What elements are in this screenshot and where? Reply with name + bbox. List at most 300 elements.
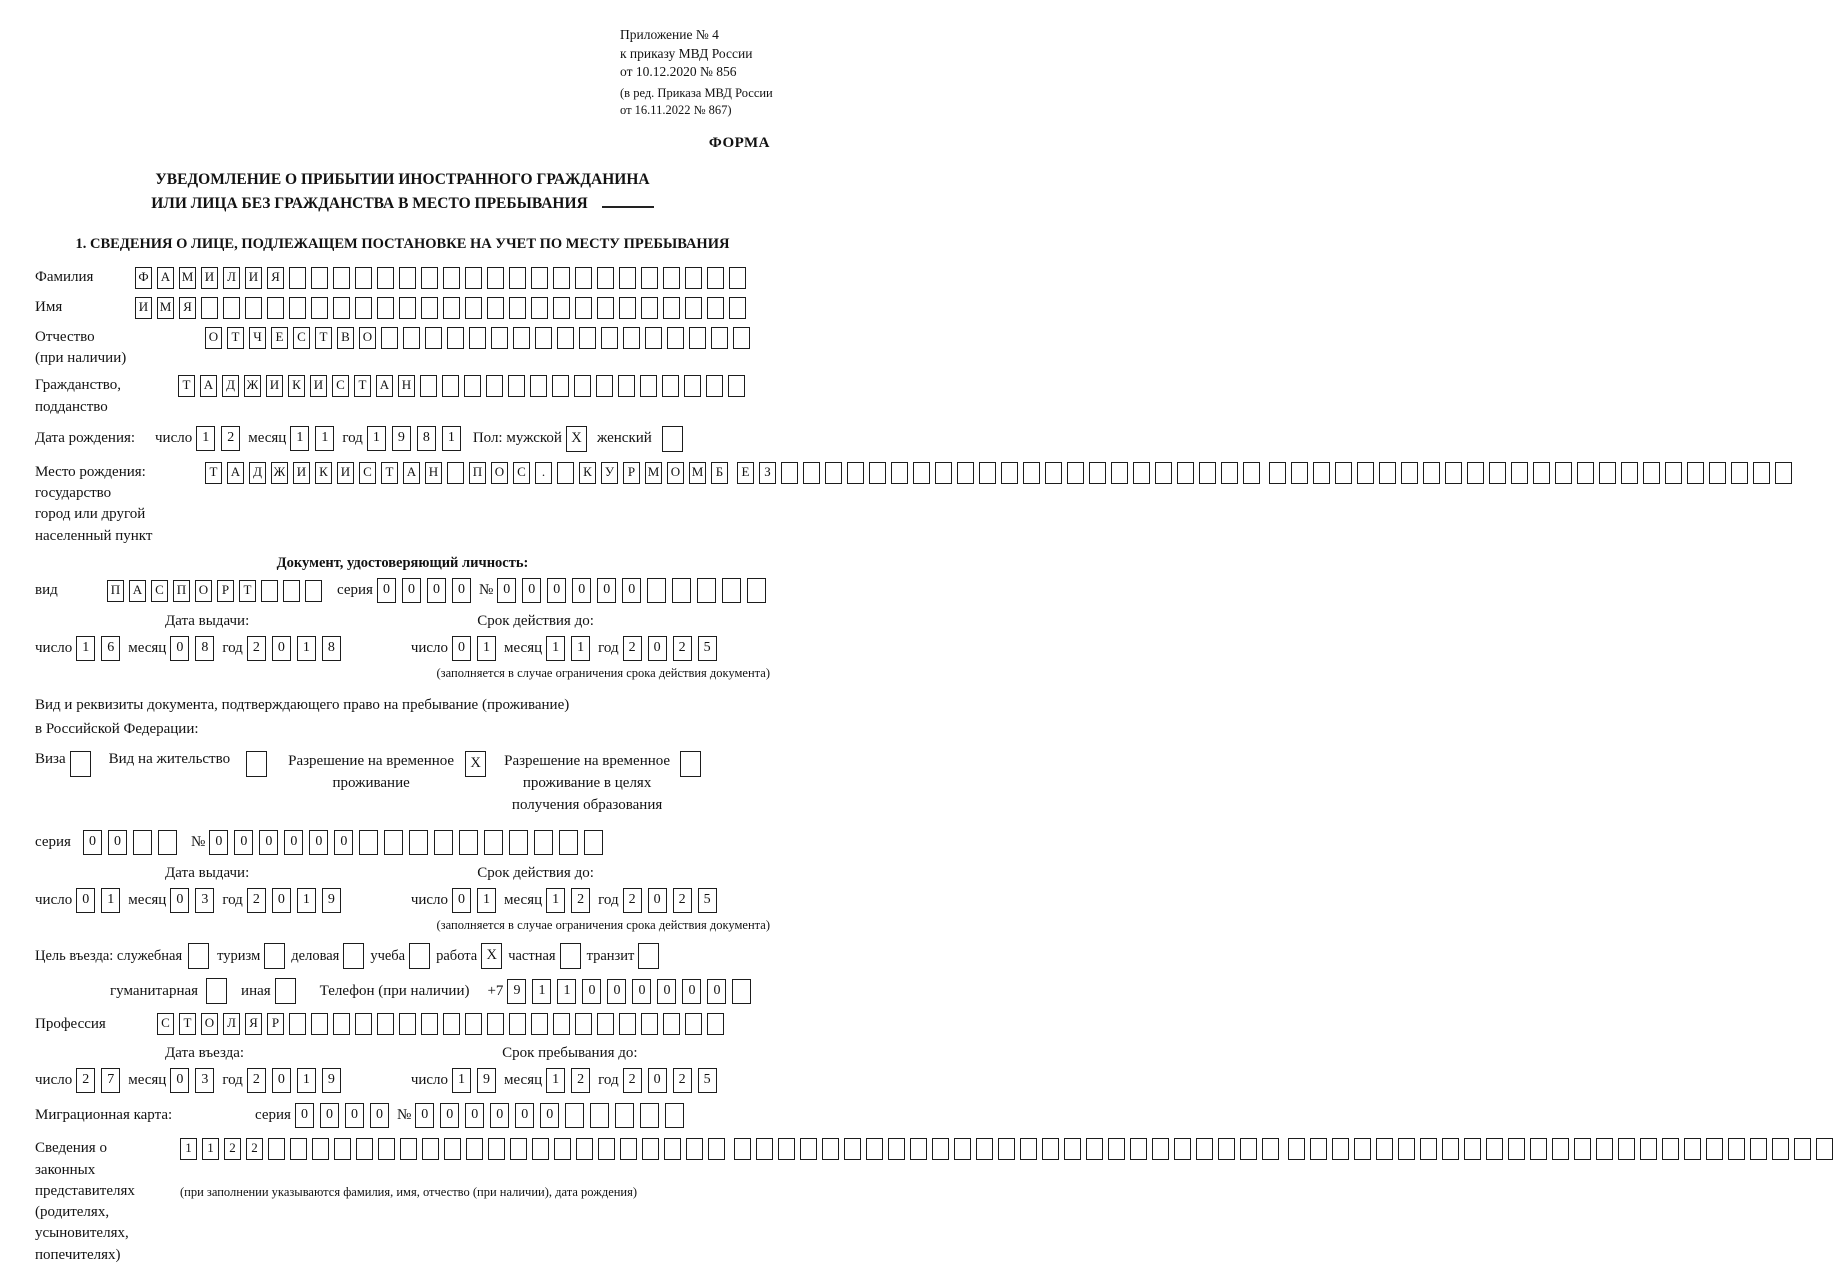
form-cell[interactable]: 2 [623,636,642,661]
form-cell[interactable]: 0 [522,578,541,603]
form-cell[interactable] [1335,462,1352,484]
form-cell[interactable]: 0 [170,1068,189,1093]
form-cell[interactable] [557,462,574,484]
form-cell[interactable]: 0 [440,1103,459,1128]
form-cell[interactable]: 9 [392,426,411,451]
form-cell[interactable] [532,1138,549,1160]
form-cell[interactable]: 0 [452,636,471,661]
form-cell[interactable] [1772,1138,1789,1160]
form-cell[interactable]: А [200,375,217,397]
form-cell[interactable] [1731,462,1748,484]
form-cell[interactable] [803,462,820,484]
form-cell[interactable] [641,267,658,289]
form-cell[interactable]: Е [737,462,754,484]
form-cell[interactable] [619,267,636,289]
form-cell[interactable] [708,1138,725,1160]
purpose-private-checkbox[interactable] [560,943,581,969]
form-cell[interactable]: И [310,375,327,397]
form-cell[interactable]: 1 [297,636,316,661]
form-cell[interactable] [1240,1138,1257,1160]
form-cell[interactable]: 0 [607,979,626,1004]
form-cell[interactable]: К [288,375,305,397]
form-cell[interactable] [1464,1138,1481,1160]
residence-permit-checkbox[interactable] [246,751,267,777]
form-cell[interactable] [1379,462,1396,484]
form-cell[interactable]: А [403,462,420,484]
form-cell[interactable] [1376,1138,1393,1160]
form-cell[interactable] [707,267,724,289]
form-cell[interactable] [697,578,716,603]
form-cell[interactable]: И [337,462,354,484]
form-cell[interactable]: Т [178,375,195,397]
form-cell[interactable] [509,1013,526,1035]
form-cell[interactable] [1177,462,1194,484]
form-cell[interactable]: 9 [477,1068,496,1093]
form-cell[interactable] [1621,462,1638,484]
form-cell[interactable] [465,267,482,289]
form-cell[interactable]: 0 [682,979,701,1004]
form-cell[interactable] [1684,1138,1701,1160]
form-cell[interactable] [689,327,706,349]
form-cell[interactable] [641,1013,658,1035]
form-cell[interactable] [800,1138,817,1160]
visa-checkbox[interactable] [70,751,91,777]
form-cell[interactable]: 1 [290,426,309,451]
form-cell[interactable] [443,1013,460,1035]
form-cell[interactable] [531,297,548,319]
form-cell[interactable]: 0 [108,830,127,855]
form-cell[interactable] [356,1138,373,1160]
form-cell[interactable]: 1 [571,636,590,661]
form-cell[interactable] [932,1138,949,1160]
form-cell[interactable] [1401,462,1418,484]
form-cell[interactable] [619,1013,636,1035]
form-cell[interactable] [781,462,798,484]
form-cell[interactable]: 8 [417,426,436,451]
form-cell[interactable] [557,327,574,349]
form-cell[interactable] [377,297,394,319]
form-cell[interactable] [747,578,766,603]
form-cell[interactable]: Л [223,1013,240,1035]
form-cell[interactable] [1596,1138,1613,1160]
form-cell[interactable] [1445,462,1462,484]
form-cell[interactable]: 2 [224,1138,241,1160]
form-cell[interactable] [444,1138,461,1160]
form-cell[interactable] [1775,462,1792,484]
form-cell[interactable] [334,1138,351,1160]
form-cell[interactable]: 1 [557,979,576,1004]
form-cell[interactable]: О [359,327,376,349]
form-cell[interactable] [1728,1138,1745,1160]
form-cell[interactable]: С [513,462,530,484]
form-cell[interactable] [1291,462,1308,484]
form-cell[interactable] [1709,462,1726,484]
form-cell[interactable]: 2 [623,888,642,913]
form-cell[interactable]: Я [267,267,284,289]
form-cell[interactable] [399,297,416,319]
form-cell[interactable] [355,1013,372,1035]
form-cell[interactable] [734,1138,751,1160]
form-cell[interactable] [443,297,460,319]
form-cell[interactable] [1332,1138,1349,1160]
form-cell[interactable] [377,267,394,289]
form-cell[interactable] [377,1013,394,1035]
form-cell[interactable] [979,462,996,484]
form-cell[interactable] [729,267,746,289]
form-cell[interactable] [729,297,746,319]
form-cell[interactable]: Т [205,462,222,484]
form-cell[interactable]: . [535,462,552,484]
form-cell[interactable] [618,375,635,397]
form-cell[interactable]: Л [223,267,240,289]
form-cell[interactable]: М [179,267,196,289]
form-cell[interactable] [491,327,508,349]
form-cell[interactable]: 9 [507,979,526,1004]
form-cell[interactable] [998,1138,1015,1160]
form-cell[interactable]: Т [354,375,371,397]
form-cell[interactable]: 1 [442,426,461,451]
form-cell[interactable]: П [107,580,124,602]
form-cell[interactable]: А [227,462,244,484]
form-cell[interactable]: О [491,462,508,484]
form-cell[interactable]: 1 [477,888,496,913]
form-cell[interactable] [1108,1138,1125,1160]
form-cell[interactable]: 2 [673,888,692,913]
form-cell[interactable] [847,462,864,484]
form-cell[interactable]: 1 [297,1068,316,1093]
form-cell[interactable] [447,327,464,349]
form-cell[interactable] [1262,1138,1279,1160]
form-cell[interactable] [535,327,552,349]
form-cell[interactable]: М [157,297,174,319]
form-cell[interactable] [825,462,842,484]
form-cell[interactable] [355,297,372,319]
form-cell[interactable]: 0 [272,888,291,913]
form-cell[interactable] [487,267,504,289]
form-cell[interactable]: 8 [195,636,214,661]
purpose-humanitarian-checkbox[interactable] [206,978,227,1004]
form-cell[interactable] [1618,1138,1635,1160]
form-cell[interactable] [1089,462,1106,484]
form-cell[interactable]: И [293,462,310,484]
form-cell[interactable]: 0 [582,979,601,1004]
form-cell[interactable]: 1 [101,888,120,913]
form-cell[interactable] [1001,462,1018,484]
form-cell[interactable] [597,297,614,319]
form-cell[interactable] [647,578,666,603]
form-cell[interactable]: 0 [272,1068,291,1093]
form-cell[interactable]: 0 [415,1103,434,1128]
form-cell[interactable]: 1 [180,1138,197,1160]
form-cell[interactable] [913,462,930,484]
form-cell[interactable]: П [469,462,486,484]
form-cell[interactable]: 0 [427,578,446,603]
form-cell[interactable] [1423,462,1440,484]
form-cell[interactable]: 2 [571,1068,590,1093]
form-cell[interactable]: Р [623,462,640,484]
form-cell[interactable] [706,375,723,397]
form-cell[interactable] [442,375,459,397]
form-cell[interactable]: С [359,462,376,484]
form-cell[interactable] [597,267,614,289]
form-cell[interactable] [1086,1138,1103,1160]
purpose-transit-checkbox[interactable] [638,943,659,969]
form-cell[interactable] [1467,462,1484,484]
form-cell[interactable]: 0 [597,578,616,603]
form-cell[interactable] [565,1103,584,1128]
form-cell[interactable]: К [315,462,332,484]
form-cell[interactable] [403,327,420,349]
form-cell[interactable] [333,267,350,289]
form-cell[interactable] [1020,1138,1037,1160]
form-cell[interactable]: Р [217,580,234,602]
form-cell[interactable]: 0 [320,1103,339,1128]
form-cell[interactable] [575,267,592,289]
form-cell[interactable]: 0 [452,578,471,603]
form-cell[interactable] [378,1138,395,1160]
purpose-work-checkbox[interactable]: X [481,943,502,969]
form-cell[interactable]: 0 [334,830,353,855]
form-cell[interactable]: 0 [345,1103,364,1128]
form-cell[interactable]: 0 [540,1103,559,1128]
form-cell[interactable] [421,267,438,289]
form-cell[interactable] [552,375,569,397]
form-cell[interactable] [596,375,613,397]
form-cell[interactable] [1130,1138,1147,1160]
form-cell[interactable]: 1 [196,426,215,451]
form-cell[interactable] [590,1103,609,1128]
form-cell[interactable] [685,1013,702,1035]
form-cell[interactable] [732,979,751,1004]
form-cell[interactable] [579,327,596,349]
form-cell[interactable]: 2 [247,888,266,913]
form-cell[interactable] [223,297,240,319]
form-cell[interactable]: 1 [546,1068,565,1093]
form-cell[interactable] [1489,462,1506,484]
form-cell[interactable]: Ж [271,462,288,484]
form-cell[interactable] [289,297,306,319]
form-cell[interactable] [305,580,322,602]
form-cell[interactable] [133,830,152,855]
form-cell[interactable] [575,297,592,319]
form-cell[interactable] [1574,1138,1591,1160]
form-cell[interactable]: Т [315,327,332,349]
form-cell[interactable]: 2 [623,1068,642,1093]
form-cell[interactable]: 2 [673,1068,692,1093]
purpose-tourism-checkbox[interactable] [264,943,285,969]
form-cell[interactable]: 5 [698,888,717,913]
form-cell[interactable] [311,297,328,319]
form-cell[interactable] [381,327,398,349]
form-cell[interactable] [597,1013,614,1035]
form-cell[interactable] [333,297,350,319]
form-cell[interactable] [1067,462,1084,484]
form-cell[interactable]: 2 [221,426,240,451]
form-cell[interactable]: Я [179,297,196,319]
form-cell[interactable]: А [157,267,174,289]
form-cell[interactable]: Ж [244,375,261,397]
form-cell[interactable] [686,1138,703,1160]
form-cell[interactable]: 2 [247,1068,266,1093]
form-cell[interactable] [384,830,403,855]
form-cell[interactable] [553,1013,570,1035]
form-cell[interactable] [615,1103,634,1128]
form-cell[interactable] [1398,1138,1415,1160]
form-cell[interactable] [711,327,728,349]
form-cell[interactable]: С [293,327,310,349]
form-cell[interactable] [1133,462,1150,484]
form-cell[interactable] [268,1138,285,1160]
form-cell[interactable]: 0 [657,979,676,1004]
form-cell[interactable]: Т [227,327,244,349]
form-cell[interactable] [910,1138,927,1160]
form-cell[interactable]: 7 [101,1068,120,1093]
form-cell[interactable]: И [245,267,262,289]
form-cell[interactable] [510,1138,527,1160]
sex-male-checkbox[interactable]: X [566,426,587,452]
form-cell[interactable]: 9 [322,888,341,913]
form-cell[interactable]: 0 [547,578,566,603]
form-cell[interactable]: 0 [284,830,303,855]
form-cell[interactable] [575,1013,592,1035]
form-cell[interactable]: У [601,462,618,484]
form-cell[interactable] [201,297,218,319]
form-cell[interactable]: С [332,375,349,397]
form-cell[interactable]: Н [398,375,415,397]
form-cell[interactable] [1665,462,1682,484]
form-cell[interactable]: 1 [297,888,316,913]
form-cell[interactable]: 0 [377,578,396,603]
form-cell[interactable] [574,375,591,397]
form-cell[interactable] [598,1138,615,1160]
form-cell[interactable] [640,375,657,397]
form-cell[interactable] [1442,1138,1459,1160]
form-cell[interactable]: 0 [648,888,667,913]
form-cell[interactable] [487,297,504,319]
form-cell[interactable] [422,1138,439,1160]
form-cell[interactable]: О [205,327,222,349]
form-cell[interactable] [1310,1138,1327,1160]
form-cell[interactable] [619,297,636,319]
form-cell[interactable] [1196,1138,1213,1160]
form-cell[interactable] [662,375,679,397]
form-cell[interactable] [283,580,300,602]
form-cell[interactable] [1530,1138,1547,1160]
form-cell[interactable] [1577,462,1594,484]
form-cell[interactable]: 0 [370,1103,389,1128]
form-cell[interactable] [1152,1138,1169,1160]
form-cell[interactable] [559,830,578,855]
form-cell[interactable] [778,1138,795,1160]
form-cell[interactable] [290,1138,307,1160]
form-cell[interactable]: 3 [195,888,214,913]
form-cell[interactable]: 1 [477,636,496,661]
form-cell[interactable]: И [201,267,218,289]
form-cell[interactable] [425,327,442,349]
form-cell[interactable] [465,1013,482,1035]
form-cell[interactable]: Д [222,375,239,397]
form-cell[interactable]: Я [245,1013,262,1035]
form-cell[interactable] [311,267,328,289]
form-cell[interactable]: А [129,580,146,602]
form-cell[interactable]: С [151,580,168,602]
form-cell[interactable]: Р [267,1013,284,1035]
form-cell[interactable]: 0 [272,636,291,661]
form-cell[interactable]: 0 [170,888,189,913]
form-cell[interactable] [509,297,526,319]
form-cell[interactable] [484,830,503,855]
form-cell[interactable]: Т [381,462,398,484]
form-cell[interactable] [645,327,662,349]
form-cell[interactable] [1288,1138,1305,1160]
form-cell[interactable] [1508,1138,1525,1160]
form-cell[interactable] [531,267,548,289]
form-cell[interactable]: 6 [101,636,120,661]
form-cell[interactable] [954,1138,971,1160]
form-cell[interactable] [1486,1138,1503,1160]
form-cell[interactable] [822,1138,839,1160]
form-cell[interactable] [434,830,453,855]
form-cell[interactable]: 0 [259,830,278,855]
form-cell[interactable] [465,297,482,319]
form-cell[interactable]: 2 [247,636,266,661]
form-cell[interactable] [553,267,570,289]
form-cell[interactable]: 2 [246,1138,263,1160]
form-cell[interactable]: 0 [295,1103,314,1128]
form-cell[interactable]: 0 [76,888,95,913]
form-cell[interactable]: А [376,375,393,397]
form-cell[interactable] [707,297,724,319]
form-cell[interactable] [1706,1138,1723,1160]
form-cell[interactable] [312,1138,329,1160]
form-cell[interactable] [1753,462,1770,484]
form-cell[interactable]: 0 [490,1103,509,1128]
form-cell[interactable] [756,1138,773,1160]
form-cell[interactable]: И [135,297,152,319]
form-cell[interactable] [311,1013,328,1035]
form-cell[interactable] [400,1138,417,1160]
form-cell[interactable] [289,267,306,289]
form-cell[interactable] [469,327,486,349]
form-cell[interactable] [359,830,378,855]
form-cell[interactable]: 1 [76,636,95,661]
form-cell[interactable] [685,267,702,289]
form-cell[interactable]: Е [271,327,288,349]
form-cell[interactable]: 1 [532,979,551,1004]
form-cell[interactable] [420,375,437,397]
form-cell[interactable]: 0 [707,979,726,1004]
form-cell[interactable]: М [645,462,662,484]
form-cell[interactable] [158,830,177,855]
form-cell[interactable] [267,297,284,319]
form-cell[interactable]: И [266,375,283,397]
form-cell[interactable]: Б [711,462,728,484]
form-cell[interactable] [665,1103,684,1128]
form-cell[interactable]: О [195,580,212,602]
form-cell[interactable]: Ф [135,267,152,289]
form-cell[interactable]: 1 [546,888,565,913]
form-cell[interactable]: Т [179,1013,196,1035]
form-cell[interactable] [421,1013,438,1035]
form-cell[interactable]: С [157,1013,174,1035]
form-cell[interactable] [531,1013,548,1035]
form-cell[interactable] [443,267,460,289]
form-cell[interactable] [1816,1138,1833,1160]
purpose-other-checkbox[interactable] [275,978,296,1004]
form-cell[interactable] [620,1138,637,1160]
form-cell[interactable] [289,1013,306,1035]
form-cell[interactable] [844,1138,861,1160]
